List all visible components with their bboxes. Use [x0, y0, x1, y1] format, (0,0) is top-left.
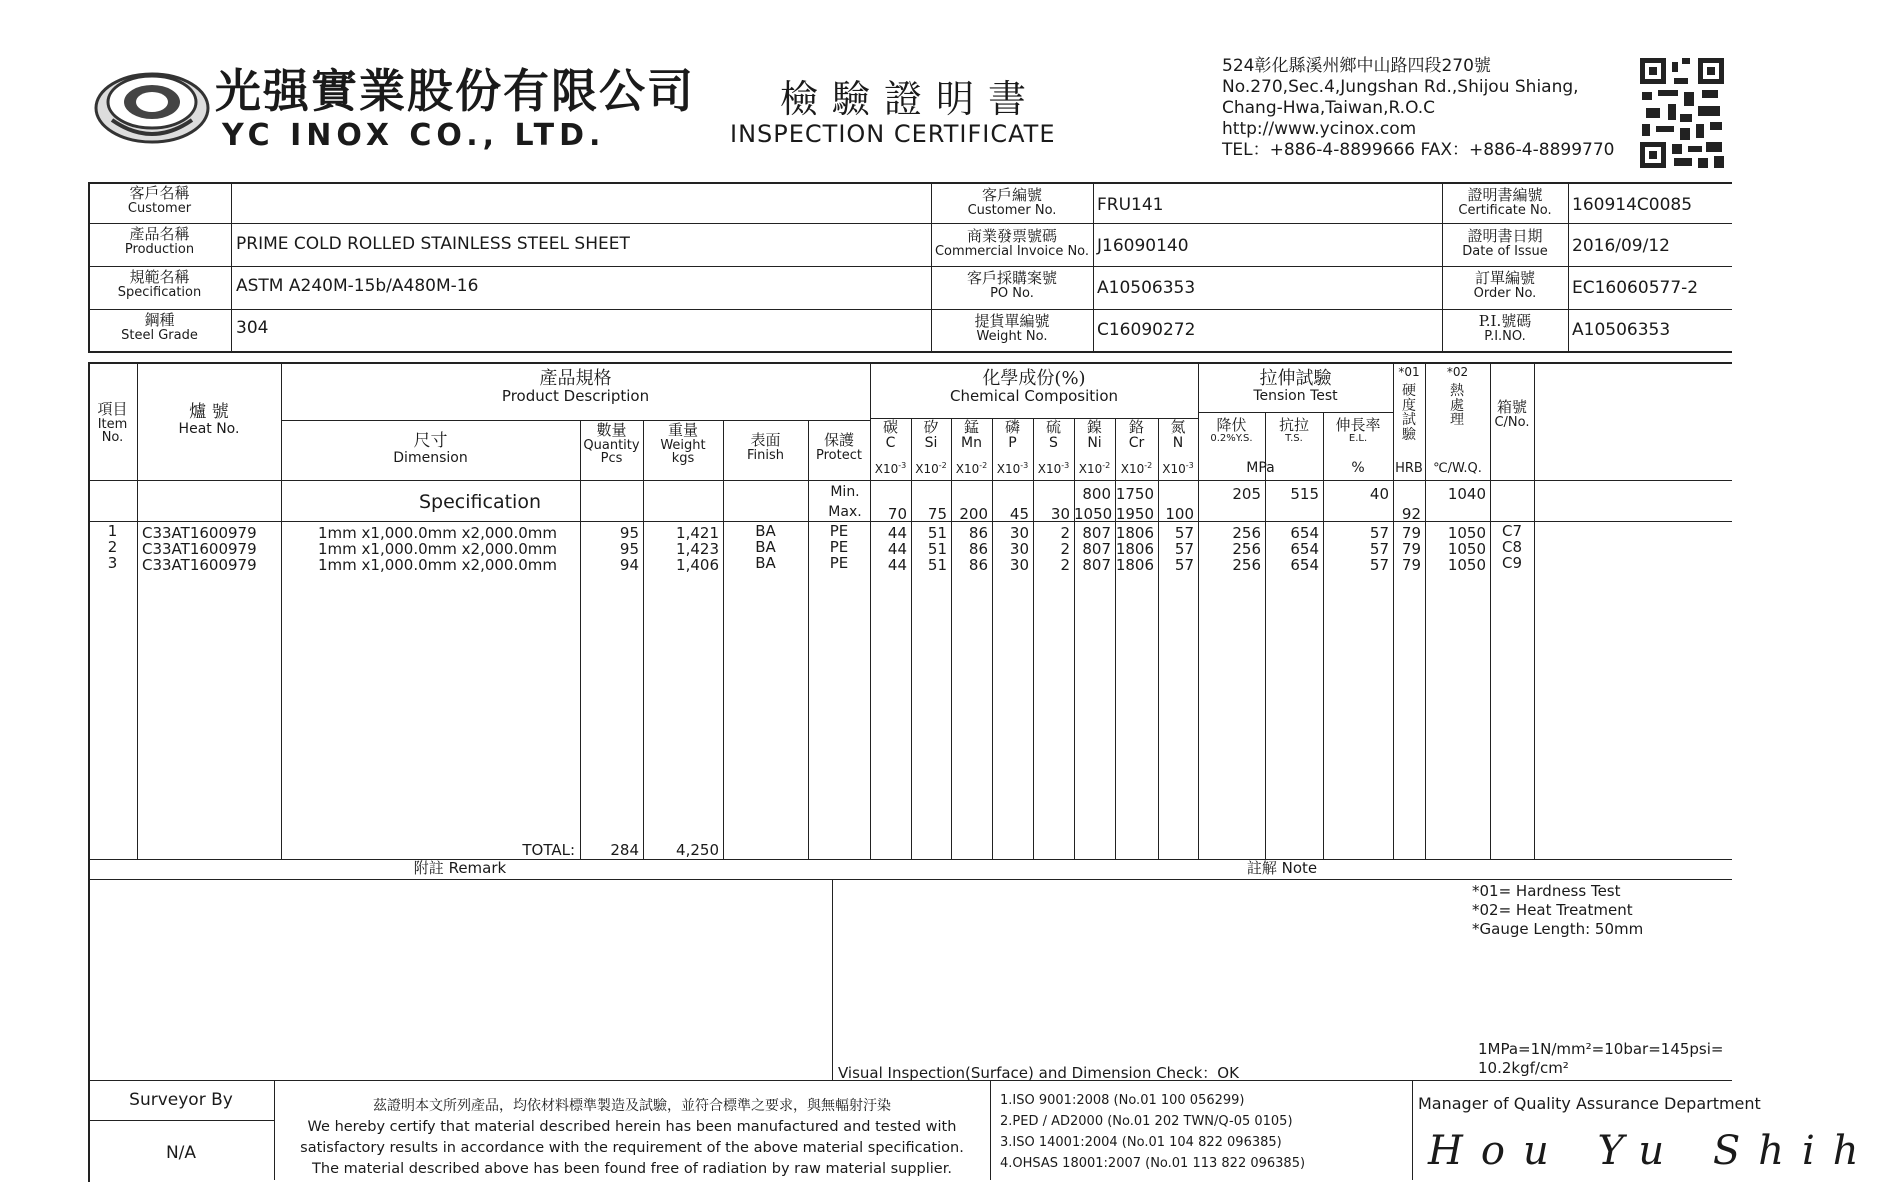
- weight-header: 重量 Weight kgs: [660, 421, 706, 467]
- row-cno: C7: [1501, 522, 1523, 540]
- row-mn: 86: [968, 524, 988, 542]
- total-weight: 4,250: [676, 841, 719, 859]
- steel-grade-label: 鋼種 Steel Grade: [121, 311, 198, 343]
- spec-max-4: 30: [1050, 505, 1070, 523]
- iso-certifications: 1.ISO 9001:2008 (No.01 100 056299) 2.PED / AD2000 (No.01 202 TWN/Q-05 0105) 3.ISO 14001:2004 (No.01 104 822 096385) 4.OHSAS 18001:2007 (No.01 113 822 096385): [1000, 1093, 1306, 1171]
- specification-label: 規範名稱 Specification: [117, 268, 202, 300]
- address-line: Chang-Hwa,Taiwan,R.O.C: [1222, 98, 1436, 118]
- heat-treatment-unit: ℃/W.Q.: [1433, 461, 1482, 476]
- row-heat-no: C33AT1600979: [142, 556, 257, 574]
- certificate-no-label: 證明書編號 Certificate No.: [1458, 186, 1552, 218]
- surveyor-label: Surveyor By: [129, 1090, 233, 1110]
- row-ys: 256: [1232, 524, 1261, 542]
- element-header-5: 鎳 Ni: [1086, 418, 1102, 451]
- row-p: 30: [1009, 540, 1029, 558]
- production-label: 產品名稱 Production: [124, 225, 195, 257]
- remark-label: 附註 Remark: [413, 859, 507, 877]
- elongation-header: 伸長率 E.L.: [1335, 416, 1381, 444]
- row-si: 51: [927, 556, 947, 574]
- max-label: Max.: [828, 504, 862, 520]
- specification-value: ASTM A240M-15b/A480M-16: [236, 276, 479, 296]
- address-line: No.270,Sec.4,Jungshan Rd.,Shijou Shiang,: [1222, 77, 1579, 97]
- quantity-header: 數量 Quantity Pcs: [583, 421, 640, 467]
- steel-grade-value: 304: [236, 318, 269, 338]
- case-no-header: 箱號 C/No.: [1494, 398, 1530, 430]
- title-cn: 檢驗證明書: [780, 77, 1041, 121]
- row-protect: PE: [829, 538, 849, 556]
- mpa-unit: MPa: [1246, 460, 1275, 476]
- row-dimension: 1mm x1,000.0mm x2,000.0mm: [318, 556, 558, 574]
- row-protect: PE: [829, 522, 849, 540]
- tension-test-header: 拉伸試驗 Tension Test: [1253, 368, 1338, 404]
- customer-label: 客戶名稱 Customer: [127, 184, 192, 216]
- row-ni: 807: [1082, 524, 1111, 542]
- specification-row-label: Specification: [419, 491, 541, 513]
- row-s: 2: [1060, 524, 1070, 542]
- min-label: Min.: [830, 484, 860, 500]
- element-header-2: 錳 Mn: [961, 418, 982, 451]
- row-heat-no: C33AT1600979: [142, 540, 257, 558]
- spec-max-6: 1950: [1115, 505, 1154, 523]
- date-of-issue-label: 證明書日期 Date of Issue: [1462, 227, 1548, 259]
- qr-code: [1640, 58, 1724, 168]
- row-wt: 1,421: [676, 524, 719, 542]
- row-finish: BA: [755, 554, 776, 572]
- row-s: 2: [1060, 540, 1070, 558]
- visual-inspection: Visual Inspection(Surface) and Dimension Check：OK: [838, 1064, 1239, 1082]
- row-cr: 1806: [1115, 556, 1154, 574]
- weight-no-value: C16090272: [1097, 320, 1196, 340]
- row-s: 2: [1060, 556, 1070, 574]
- manager-signature: Hou Yu Shih: [1428, 1128, 1877, 1174]
- note-line: *Gauge Length: 50mm: [1472, 920, 1644, 938]
- customer-no-label: 客戶編號 Customer No.: [967, 186, 1057, 218]
- row-c: 44: [887, 540, 907, 558]
- customer-no-value: FRU141: [1097, 195, 1164, 215]
- pi-no-label: P.I.號碼 P.I.NO.: [1478, 312, 1532, 344]
- order-no-value: EC16060577-2: [1572, 278, 1699, 298]
- company-address: [1222, 56, 1614, 161]
- spec-min-12: 1040: [1447, 485, 1486, 503]
- yield-strength-header: 降伏 0.2%Y.S.: [1210, 416, 1253, 444]
- row-mn: 86: [968, 556, 988, 574]
- element-multiplier-3: $X10^{-3}$: [996, 461, 1029, 476]
- row-qty: 94: [619, 556, 639, 574]
- date-of-issue-value: 2016/09/12: [1572, 236, 1670, 256]
- note-line: *01= Hardness Test: [1472, 882, 1621, 900]
- address-line: http://www.ycinox.com: [1222, 119, 1417, 139]
- element-multiplier-2: $X10^{-2}$: [955, 461, 988, 476]
- element-header-1: 矽 Si: [923, 418, 939, 451]
- element-header-7: 氮 N: [1170, 418, 1186, 451]
- heat-treatment-mark: *02: [1446, 365, 1469, 379]
- spec-max-2: 200: [959, 505, 988, 523]
- invoice-no-value: J16090140: [1097, 236, 1189, 256]
- row-qty: 95: [619, 540, 639, 558]
- spec-min-5: 800: [1082, 485, 1111, 503]
- spec-min-10: 40: [1369, 485, 1389, 503]
- total-label: TOTAL:: [522, 841, 575, 859]
- note-line: *02= Heat Treatment: [1472, 901, 1633, 919]
- row-ni: 807: [1082, 540, 1111, 558]
- element-multiplier-1: $X10^{-2}$: [915, 461, 947, 476]
- row-ht: 1050: [1447, 524, 1486, 542]
- element-multiplier-4: $X10^{-3}$: [1037, 461, 1070, 476]
- certificate-no-value: 160914C0085: [1572, 195, 1693, 215]
- spec-min-9: 515: [1290, 485, 1319, 503]
- row-cno: C8: [1501, 538, 1523, 556]
- row-wt: 1,406: [676, 556, 719, 574]
- note-label: 註解 Note: [1246, 859, 1318, 877]
- spec-max-0: 70: [887, 505, 907, 523]
- row-hrb: 79: [1401, 540, 1421, 558]
- row-n: 57: [1174, 540, 1194, 558]
- element-header-6: 鉻 Cr: [1128, 418, 1145, 451]
- row-n: 57: [1174, 524, 1194, 542]
- element-header-0: 碳 C: [882, 418, 898, 451]
- row-hrb: 79: [1401, 556, 1421, 574]
- percent-unit: %: [1351, 460, 1365, 476]
- element-multiplier-7: $X10^{-3}$: [1162, 461, 1194, 476]
- surveyor-value: N/A: [165, 1143, 197, 1163]
- hardness-header: 硬度試驗: [1402, 383, 1416, 444]
- row-dimension: 1mm x1,000.0mm x2,000.0mm: [318, 540, 558, 558]
- spec-max-3: 45: [1009, 505, 1029, 523]
- row-mn: 86: [968, 540, 988, 558]
- pi-no-value: A10506353: [1572, 320, 1671, 340]
- address-line: TEL：+886-4-8899666 FAX：+886-4-8899770: [1222, 140, 1615, 160]
- row-si: 51: [927, 540, 947, 558]
- row-heat-no: C33AT1600979: [142, 524, 257, 542]
- row-ht: 1050: [1447, 540, 1486, 558]
- spec-min-8: 205: [1232, 485, 1261, 503]
- row-wt: 1,423: [676, 540, 719, 558]
- row-ys: 256: [1232, 540, 1261, 558]
- row-hrb: 79: [1401, 524, 1421, 542]
- chemical-composition-header: 化學成份(%) Chemical Composition: [949, 368, 1119, 405]
- row-dimension: 1mm x1,000.0mm x2,000.0mm: [318, 524, 558, 542]
- row-ni: 807: [1082, 556, 1111, 574]
- row-p: 30: [1009, 524, 1029, 542]
- element-multiplier-5: $X10^{-2}$: [1078, 461, 1111, 476]
- hrb-unit: HRB: [1395, 461, 1423, 476]
- row-el: 57: [1369, 524, 1389, 542]
- heat-no-header: 爐 號 Heat No.: [178, 402, 240, 437]
- row-el: 57: [1369, 556, 1389, 574]
- spec-max-7: 100: [1165, 505, 1194, 523]
- address-line: 524彰化縣溪州鄉中山路四段270號: [1222, 56, 1491, 76]
- row-cno: C9: [1501, 554, 1523, 572]
- spec-min-6: 1750: [1115, 485, 1154, 503]
- row-ts: 654: [1290, 540, 1319, 558]
- spec-max-1: 75: [927, 505, 947, 523]
- company-logo: [92, 58, 212, 150]
- hardness-mark: *01: [1398, 365, 1420, 379]
- row-item: 3: [107, 554, 118, 572]
- item-no-header: 項目 Item No.: [97, 400, 128, 446]
- row-cr: 1806: [1115, 540, 1154, 558]
- row-n: 57: [1174, 556, 1194, 574]
- dimension-header: 尺寸 Dimension: [393, 431, 468, 466]
- unit-conversion: 1MPa=1N/mm²=10bar=145psi= 10.2kgf/cm²: [1478, 1040, 1724, 1077]
- weight-no-label: 提貨單編號 Weight No.: [974, 312, 1050, 344]
- row-c: 44: [887, 524, 907, 542]
- finish-header: 表面 Finish: [746, 431, 784, 463]
- production-value: PRIME COLD ROLLED STAINLESS STEEL SHEET: [236, 234, 630, 254]
- row-ht: 1050: [1447, 556, 1486, 574]
- note-lines: [1472, 882, 1643, 939]
- row-c: 44: [887, 556, 907, 574]
- row-protect: PE: [829, 554, 849, 572]
- company-name-cn: 光强實業股份有限公司: [215, 64, 695, 118]
- row-el: 57: [1369, 540, 1389, 558]
- row-item: 2: [107, 538, 118, 556]
- spec-max-11: 92: [1401, 505, 1421, 523]
- protect-header: 保護 Protect: [816, 431, 862, 463]
- row-ts: 654: [1290, 524, 1319, 542]
- row-ts: 654: [1290, 556, 1319, 574]
- total-quantity: 284: [610, 841, 639, 859]
- product-description-header: 產品規格 Product Description: [501, 368, 650, 405]
- row-p: 30: [1009, 556, 1029, 574]
- company-name-en: YC INOX CO., LTD.: [222, 118, 606, 153]
- row-qty: 95: [619, 524, 639, 542]
- row-si: 51: [927, 524, 947, 542]
- row-ys: 256: [1232, 556, 1261, 574]
- po-no-value: A10506353: [1097, 278, 1196, 298]
- element-header-3: 磷 P: [1004, 418, 1020, 451]
- element-multiplier-0: $X10^{-3}$: [874, 461, 907, 476]
- certification-statement: 茲證明本文所列產品，均依材料標準製造及試驗，並符合標準之要求，與無輻射汙染 We hereby certify that material described herein has been manufactured and tested with satisfactory results in accordance with the requirement of the above material specification. The material described above has been found free of radiation by raw material supplier.: [300, 1098, 964, 1177]
- tensile-strength-header: 抗拉 T.S.: [1278, 416, 1309, 444]
- order-no-label: 訂單編號 Order No.: [1473, 269, 1537, 301]
- row-cr: 1806: [1115, 524, 1154, 542]
- row-item: 1: [107, 522, 118, 540]
- row-finish: BA: [755, 522, 776, 540]
- title-en: INSPECTION CERTIFICATE: [730, 120, 1056, 148]
- heat-treatment-header: 熱處理: [1450, 383, 1464, 429]
- manager-label: Manager of Quality Assurance Department: [1418, 1094, 1761, 1113]
- spec-max-5: 1050: [1074, 505, 1113, 523]
- element-header-4: 硫 S: [1045, 418, 1061, 451]
- invoice-no-label: 商業發票號碼 Commercial Invoice No.: [934, 227, 1090, 259]
- row-finish: BA: [755, 538, 776, 556]
- po-no-label: 客戶採購案號 PO No.: [966, 269, 1057, 301]
- element-multiplier-6: $X10^{-2}$: [1120, 461, 1153, 476]
